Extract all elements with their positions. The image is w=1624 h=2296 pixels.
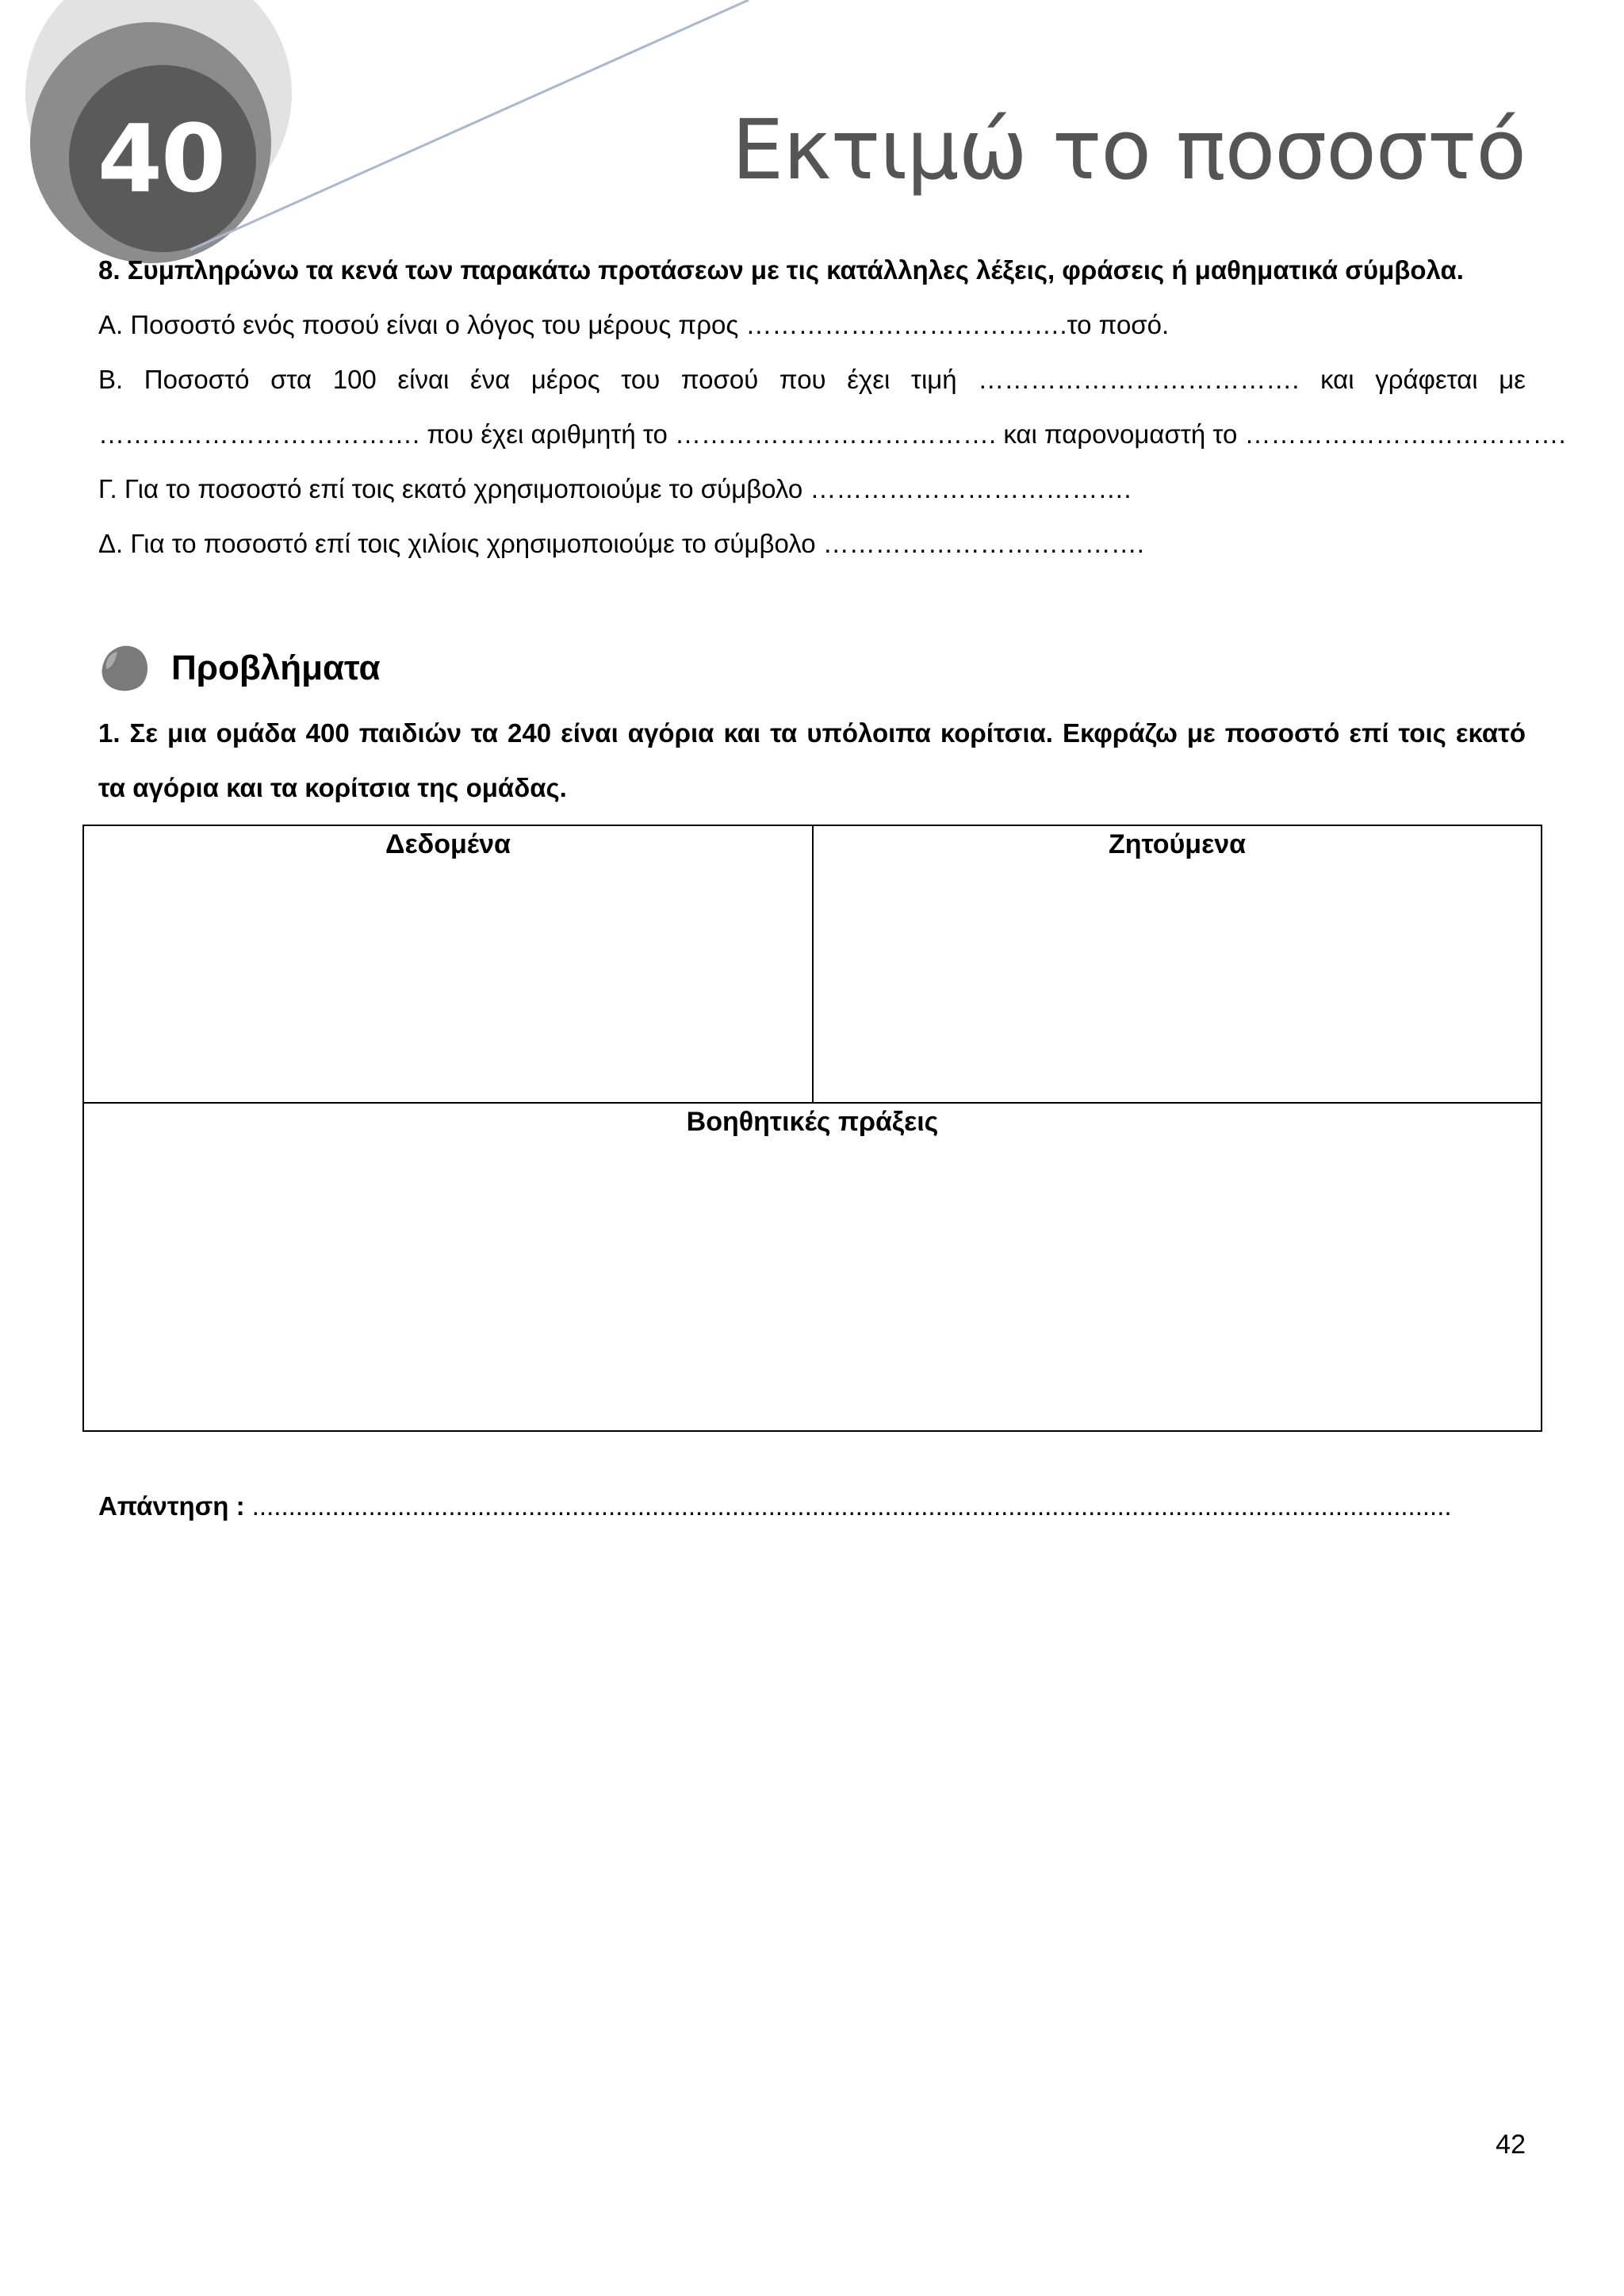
given-cell[interactable] bbox=[84, 826, 814, 1102]
exercise-8-line-b1: Β. Ποσοστό στα 100 είναι ένα μέρος του ποσού που έχει τιμή ………………………………. και γράφεται με bbox=[98, 365, 1526, 394]
lesson-number: 40 bbox=[97, 104, 225, 213]
answer-line[interactable] bbox=[98, 1483, 1526, 1530]
section-title: Προβλήματα bbox=[171, 649, 381, 687]
asked-cell[interactable] bbox=[814, 826, 1541, 1102]
problems-section-header bbox=[98, 641, 381, 696]
operations-header: Βοηθητικές πράξεις bbox=[686, 1107, 939, 1137]
asked-header: Ζητούμενα bbox=[1108, 829, 1247, 859]
problem-1-line-1: 1. Σε μια ομάδα 400 παιδιών τα 240 είναι αγόρια και τα υπόλοιπα κορίτσια. Εκφράζω με ποσοστό επί τοις εκατό bbox=[98, 718, 1526, 748]
page-title: Εκτιμώ το ποσοστό bbox=[731, 101, 1526, 198]
exercise-8 bbox=[98, 243, 1566, 571]
exercise-8-line-c: Γ. Για το ποσοστό επί τοις εκατό χρησιμοποιούμε το σύμβολο ………………………………. bbox=[98, 474, 1132, 503]
exercise-8-heading: 8. Συμπληρώνω τα κενά των παρακάτω προτάσεων με τις κατάλληλες λέξεις, φράσεις ή μαθηματικά σύμβολα. bbox=[98, 255, 1464, 285]
page-number: 42 bbox=[1496, 2130, 1526, 2160]
operations-cell[interactable] bbox=[84, 1102, 1541, 1430]
exercise-8-line-b2: ………………………………. που έχει αριθμητή το ………………………………. και παρονομαστή το ………………………………. bbox=[98, 419, 1566, 449]
answer-dots: ..................................................................................................................................................................... bbox=[251, 1491, 1452, 1521]
given-header: Δεδομένα bbox=[385, 829, 511, 859]
answer-label: Απάντηση : bbox=[98, 1491, 245, 1521]
work-table bbox=[82, 825, 1542, 1432]
exercise-8-line-a: Α. Ποσοστό ενός ποσού είναι ο λόγος του μέρους προς ……………………………….το ποσό. bbox=[98, 310, 1170, 339]
problem-1 bbox=[98, 706, 1526, 815]
exercise-8-line-d: Δ. Για το ποσοστό επί τοις χιλίοις χρησιμοποιούμε το σύμβολο ………………………………. bbox=[98, 529, 1144, 558]
problem-1-line-2: τα αγόρια και τα κορίτσια της ομάδας. bbox=[98, 773, 567, 802]
blob-icon bbox=[98, 642, 151, 695]
